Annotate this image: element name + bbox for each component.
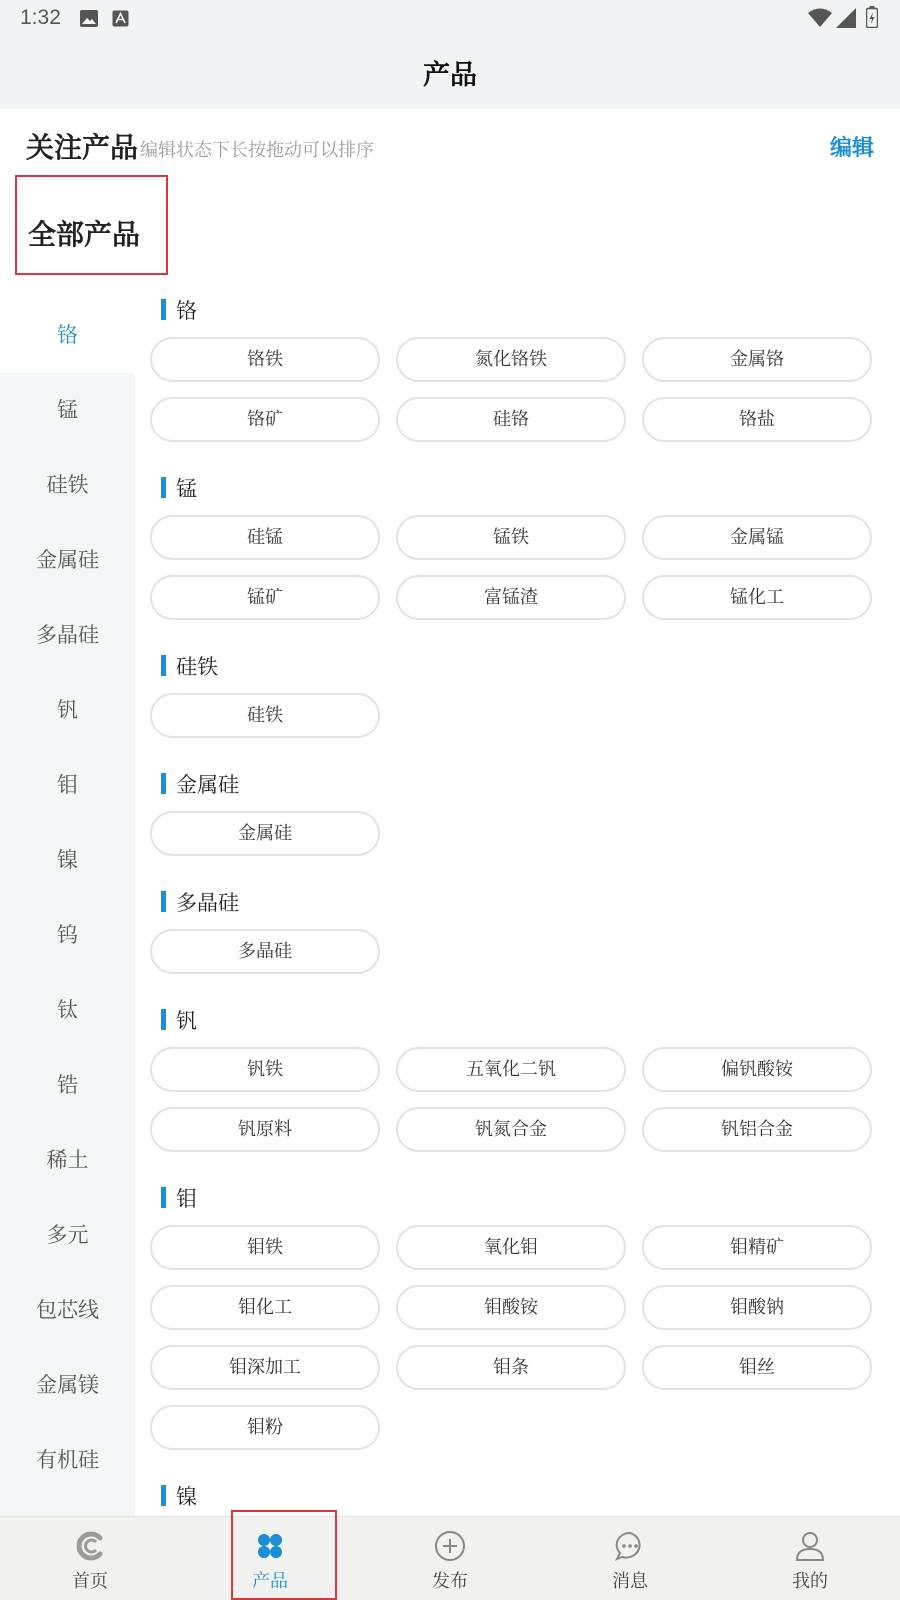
product-chip[interactable]: 钼酸钠: [642, 1285, 872, 1330]
sidebar-item[interactable]: 锰: [57, 398, 78, 422]
image-icon: [80, 10, 98, 27]
product-chip[interactable]: 金属锰: [642, 515, 872, 560]
product-chip[interactable]: 氧化钼: [396, 1225, 626, 1270]
tab-publish[interactable]: [360, 1517, 540, 1600]
tab-profile[interactable]: [720, 1517, 900, 1600]
sidebar-item[interactable]: 硅铁: [46, 473, 89, 497]
tab-publish-label: 发布: [432, 1571, 468, 1592]
category-title: 硅铁: [176, 655, 218, 679]
product-chip[interactable]: 钼深加工: [150, 1345, 380, 1390]
sidebar-item[interactable]: 镍: [57, 848, 78, 872]
tab-home[interactable]: [0, 1517, 180, 1600]
all-products-title: 全部产品: [28, 218, 141, 251]
sidebar-item[interactable]: 金属镁: [36, 1373, 99, 1397]
app-header: [0, 38, 900, 109]
followed-products-section: [0, 109, 900, 173]
sidebar-item[interactable]: 钼: [57, 773, 78, 797]
product-chip[interactable]: 五氧化二钒: [396, 1047, 626, 1092]
sidebar-item[interactable]: 有机硅: [36, 1448, 99, 1472]
category-accent-bar: [161, 477, 166, 498]
tab-messages[interactable]: [540, 1517, 720, 1600]
product-chip[interactable]: 钒原料: [150, 1107, 380, 1152]
category-accent-bar: [161, 655, 166, 676]
sidebar-item[interactable]: 锆: [57, 1073, 78, 1097]
product-chip[interactable]: 钼精矿: [642, 1225, 872, 1270]
product-list: [135, 298, 900, 1516]
product-chip[interactable]: 钼化工: [150, 1285, 380, 1330]
product-chip[interactable]: 钒铁: [150, 1047, 380, 1092]
product-chip[interactable]: 硅铁: [150, 693, 380, 738]
category-sidebar: [0, 298, 135, 1516]
product-chip[interactable]: 钼丝: [642, 1345, 872, 1390]
category-title: 铬: [176, 299, 197, 323]
sidebar-item[interactable]: 多晶硅: [36, 623, 99, 647]
battery-icon: [866, 6, 878, 28]
product-chip[interactable]: 多晶硅: [150, 929, 380, 974]
followed-products-hint: 编辑状态下长按拖动可以排序: [140, 140, 374, 161]
category-accent-bar: [161, 1187, 166, 1208]
product-chip[interactable]: 硅锰: [150, 515, 380, 560]
product-chip[interactable]: 钼酸铵: [396, 1285, 626, 1330]
page-title: 产品: [423, 60, 477, 91]
category-accent-bar: [161, 891, 166, 912]
category-accent-bar: [161, 299, 166, 320]
status-time: 1:32: [20, 6, 61, 29]
product-chip[interactable]: 偏钒酸铵: [642, 1047, 872, 1092]
tab-home-label: 首页: [72, 1571, 108, 1592]
product-chip[interactable]: 硅铬: [396, 397, 626, 442]
products-tab-highlight: [231, 1510, 337, 1600]
sidebar-item[interactable]: 铬: [0, 298, 135, 373]
category-title: 镍: [176, 1485, 197, 1509]
sidebar-item[interactable]: 钨: [57, 923, 78, 947]
product-chip[interactable]: 钒铝合金: [642, 1107, 872, 1152]
category-title: 钼: [176, 1187, 197, 1211]
sidebar-item[interactable]: 金属硅: [36, 548, 99, 572]
sidebar-item[interactable]: 包芯线: [36, 1298, 99, 1322]
edit-button[interactable]: 编辑: [829, 136, 874, 161]
category-title: 金属硅: [176, 773, 239, 797]
sidebar-item[interactable]: 稀土: [46, 1148, 89, 1172]
a-badge-icon: [112, 10, 129, 27]
followed-products-title: 关注产品: [26, 131, 139, 164]
product-chip[interactable]: 锰铁: [396, 515, 626, 560]
tab-messages-label: 消息: [612, 1571, 648, 1592]
sidebar-item[interactable]: 多元: [46, 1223, 89, 1247]
product-chip[interactable]: 钼铁: [150, 1225, 380, 1270]
bottom-tab-bar: [0, 1516, 900, 1600]
all-products-highlight: [15, 175, 168, 275]
category-title: 钒: [176, 1009, 197, 1033]
product-chip[interactable]: 金属硅: [150, 811, 380, 856]
sidebar-item[interactable]: 钒: [57, 698, 78, 722]
sidebar-item[interactable]: 钛: [57, 998, 78, 1022]
product-chip[interactable]: 铬盐: [642, 397, 872, 442]
category-accent-bar: [161, 1485, 166, 1506]
message-bubble-icon: [614, 1530, 646, 1562]
status-bar: [0, 0, 900, 38]
profile-icon: [794, 1530, 826, 1562]
home-logo-icon: [74, 1530, 106, 1562]
category-title: 多晶硅: [176, 891, 239, 915]
product-chip[interactable]: 金属铬: [642, 337, 872, 382]
product-chip[interactable]: 锰化工: [642, 575, 872, 620]
publish-plus-icon: [434, 1530, 466, 1562]
tab-products-label: 产品: [252, 1571, 288, 1592]
product-chip[interactable]: 铬铁: [150, 337, 380, 382]
tab-profile-label: 我的: [792, 1571, 828, 1592]
product-chip[interactable]: 富锰渣: [396, 575, 626, 620]
product-chip[interactable]: 氮化铬铁: [396, 337, 626, 382]
category-accent-bar: [161, 1009, 166, 1030]
product-chip[interactable]: 铬矿: [150, 397, 380, 442]
category-accent-bar: [161, 773, 166, 794]
product-chip[interactable]: 钒氮合金: [396, 1107, 626, 1152]
product-chip[interactable]: 钼条: [396, 1345, 626, 1390]
product-chip[interactable]: 锰矿: [150, 575, 380, 620]
category-title: 锰: [176, 477, 197, 501]
product-chip[interactable]: 钼粉: [150, 1405, 380, 1450]
wifi-icon: [808, 8, 832, 28]
signal-icon: [836, 8, 856, 28]
